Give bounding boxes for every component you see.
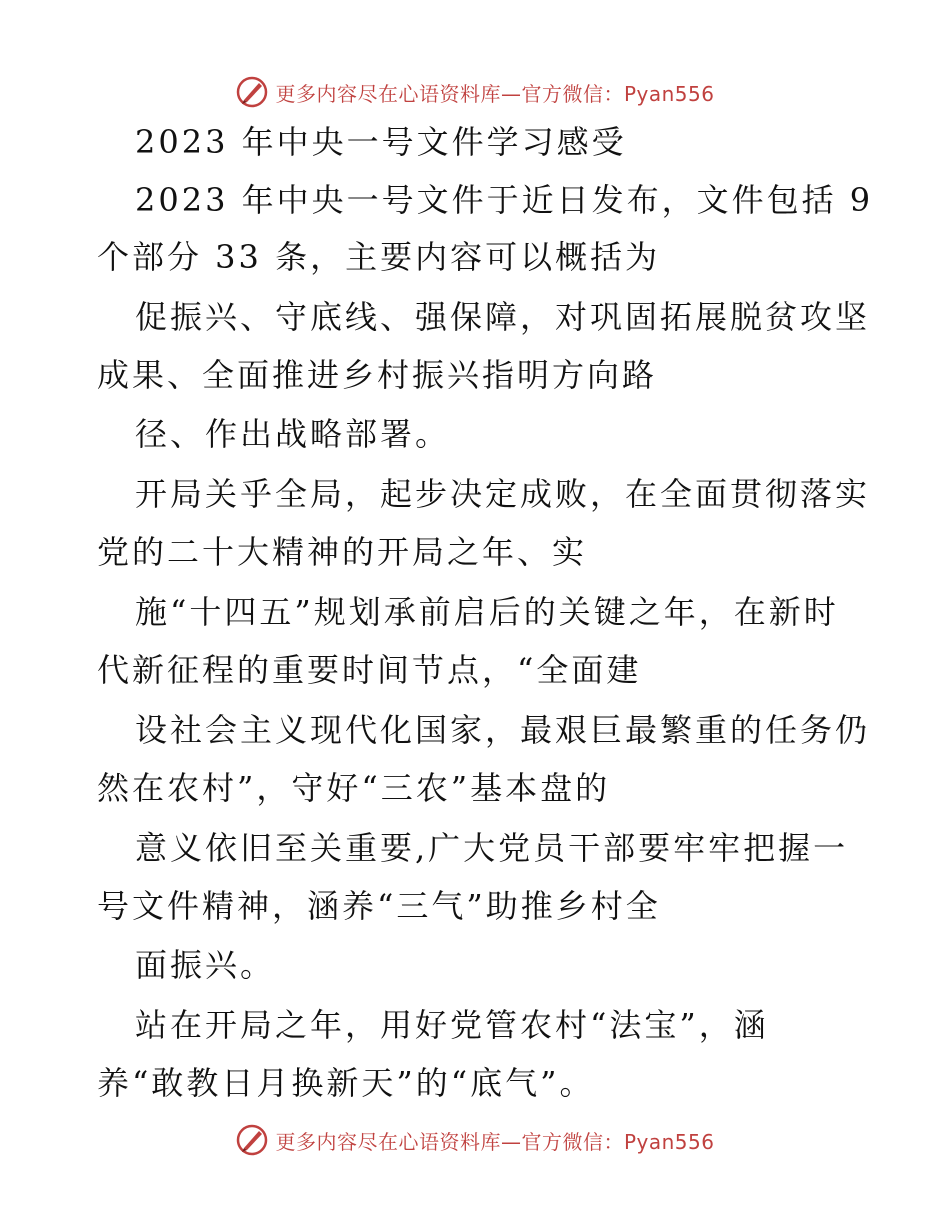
paragraph-line: 意义依旧至关重要,广大党员干部要牢牢把握一 bbox=[135, 829, 849, 867]
paragraph-line: 成果、全面推进乡村振兴指明方向路 bbox=[97, 356, 658, 394]
paragraph-line: 促振兴、守底线、强保障，对巩固拓展脱贫攻坚 bbox=[135, 298, 871, 336]
paragraph-line: 2023 年中央一号文件于近日发布，文件包括 9 bbox=[135, 181, 874, 219]
paragraph-line: 开局关乎全局，起步决定成败，在全面贯彻落实 bbox=[135, 475, 871, 513]
paragraph-line: 党的二十大精神的开局之年、实 bbox=[97, 533, 588, 571]
paragraph-line: 站在开局之年，用好党管农村“法宝”，涵 bbox=[135, 1006, 769, 1044]
quill-pen-logo-icon bbox=[235, 1123, 269, 1157]
watermark-text: 更多内容尽在心语资料库—官方微信：Pyan556 bbox=[275, 81, 715, 106]
paragraph-line: 号文件精神，涵养“三气”助推乡村全 bbox=[97, 887, 661, 925]
document-title: 2023 年中央一号文件学习感受 bbox=[135, 123, 627, 161]
header-watermark bbox=[0, 72, 950, 112]
paragraph-line: 养“敢教日月换新天”的“底气”。 bbox=[97, 1064, 595, 1102]
paragraph-line: 个部分 33 条，主要内容可以概括为 bbox=[97, 238, 661, 276]
paragraph-line: 面振兴。 bbox=[135, 946, 276, 984]
paragraph-line: 然在农村”，守好“三农”基本盘的 bbox=[97, 769, 611, 807]
quill-pen-logo-icon bbox=[235, 75, 269, 109]
footer-watermark bbox=[0, 1120, 950, 1160]
paragraph-line: 设社会主义现代化国家，最艰巨最繁重的任务仍 bbox=[135, 711, 871, 749]
watermark-text: 更多内容尽在心语资料库—官方微信：Pyan556 bbox=[275, 1129, 715, 1154]
paragraph-line: 径、作出战略部署。 bbox=[135, 415, 451, 453]
paragraph-line: 代新征程的重要时间节点，“全面建 bbox=[97, 651, 642, 689]
paragraph-line: 施“十四五”规划承前启后的关键之年，在新时 bbox=[135, 593, 839, 631]
